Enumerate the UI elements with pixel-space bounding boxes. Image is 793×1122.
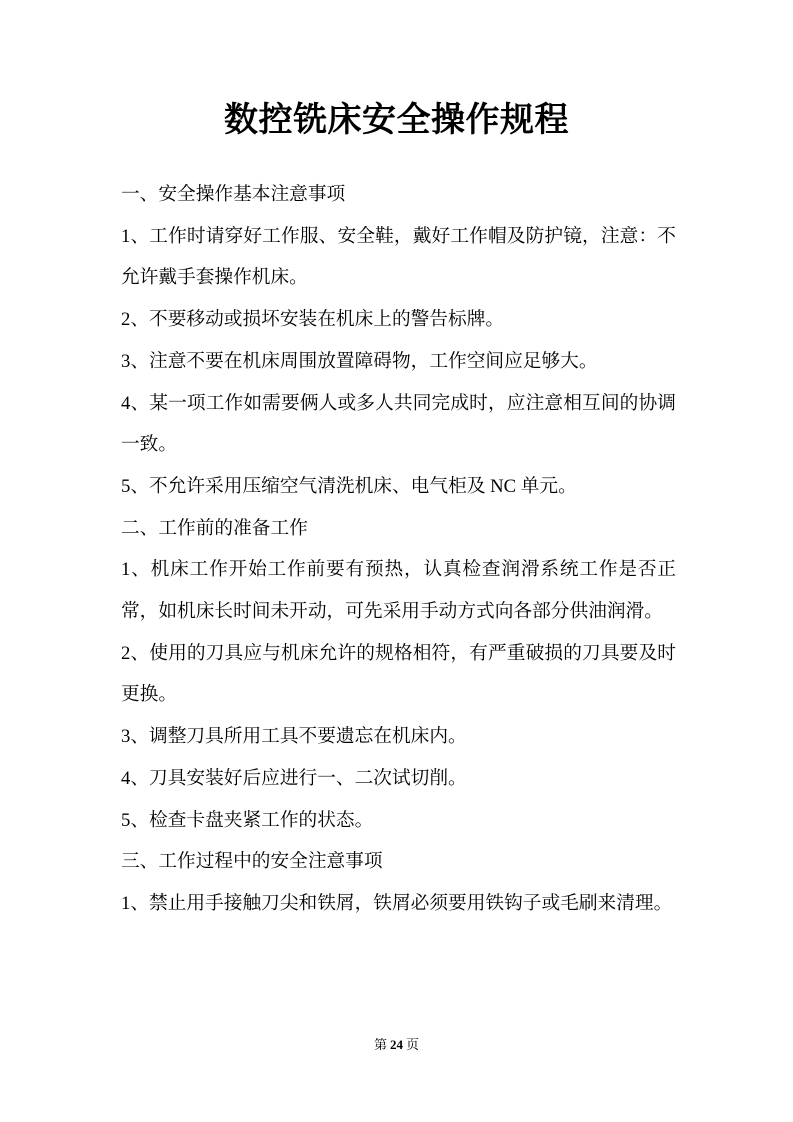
page-footer	[0, 1036, 793, 1054]
section-heading: 二、工作前的准备工作	[121, 517, 308, 539]
document-body	[121, 174, 676, 925]
paragraph: 2、不要移动或损坏安装在机床上的警告标牌。	[121, 309, 505, 331]
paragraph: 3、调整刀具所用工具不要遗忘在机床内。	[121, 726, 467, 748]
paragraph: 5、不允许采用压缩空气清洗机床、电气柜及 NC 单元。	[121, 475, 577, 497]
paragraph: 4、某一项工作如需要俩人或多人共同完成时，应注意相互间的协调一致。	[121, 392, 676, 456]
paragraph: 5、检查卡盘夹紧工作的状态。	[121, 809, 374, 831]
paragraph: 1、机床工作开始工作前要有预热，认真检查润滑系统工作是否正常，如机床长时间未开动，可先采用手动方式向各部分供油润滑。	[121, 559, 676, 623]
paragraph: 1、禁止用手接触刀尖和铁屑，铁屑必须要用铁钩子或毛刷来清理。	[121, 892, 673, 914]
paragraph: 1、工作时请穿好工作服、安全鞋，戴好工作帽及防护镜，注意：不允许戴手套操作机床。	[121, 225, 676, 289]
section-heading: 三、工作过程中的安全注意事项	[121, 851, 383, 873]
paragraph: 2、使用的刀具应与机床允许的规格相符，有严重破损的刀具要及时更换。	[121, 642, 676, 706]
paragraph: 3、注意不要在机床周围放置障碍物，工作空间应足够大。	[121, 350, 598, 372]
document-title: 数控铣床安全操作规程	[224, 101, 569, 139]
footer-page-suffix: 页	[406, 1037, 420, 1052]
footer-page-number: 24	[390, 1037, 403, 1052]
section-heading: 一、安全操作基本注意事项	[121, 184, 346, 205]
paragraph: 4、刀具安装好后应进行一、二次试切削。	[121, 767, 467, 789]
footer-page-prefix: 第	[373, 1037, 387, 1052]
